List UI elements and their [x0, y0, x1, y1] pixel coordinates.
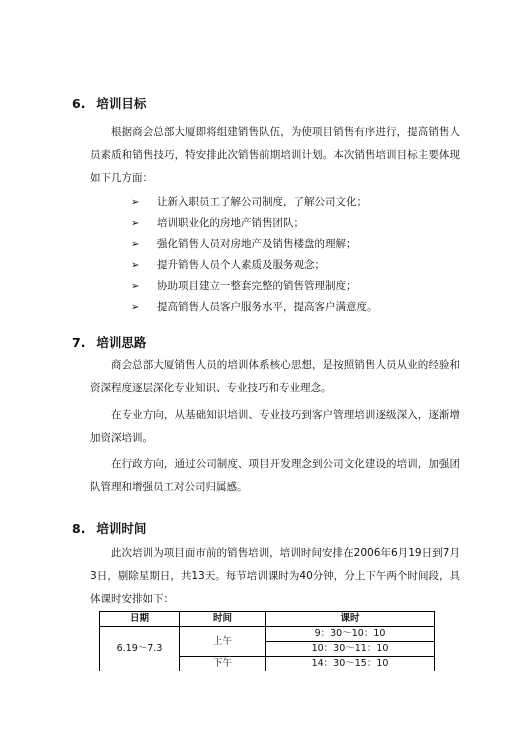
section-number: 7.: [72, 335, 86, 350]
table-row: [100, 627, 435, 642]
list-item: ➢ 提高销售人员客户服务水平，提高客户满意度。: [131, 297, 378, 318]
list-item: ➢ 培训职业化的房地产销售团队；: [131, 213, 378, 234]
section-6-heading: [72, 94, 146, 112]
column-header: 课时: [266, 612, 435, 627]
list-item: ➢ 协助项目建立一整套完整的销售管理制度；: [131, 276, 378, 297]
section-8-intro: 此次培训为项目面市前的销售培训，培训时间安排在2006年6月19日到7月3日，剔除星期日，共13天。每节培训课时为40分钟，分上下午两个时间段，具体课时安排如下：: [90, 547, 460, 605]
section-number: 6.: [72, 96, 86, 111]
table-header-row: [100, 612, 435, 627]
list-item: ➢ 让新入职员工了解公司制度，了解公司文化；: [131, 192, 378, 213]
section-8-heading: [72, 519, 146, 537]
section-title: 培训目标: [96, 96, 147, 111]
column-header: 日期: [100, 612, 180, 627]
time-slot-cell: 10：30～11：10: [266, 642, 435, 657]
section-title: 培训时间: [96, 521, 147, 536]
arrow-bullet-icon: ➢: [131, 281, 140, 292]
section-number: 8.: [72, 521, 86, 536]
section-7-paragraph: 商会总部大厦销售人员的培训体系核心思想，是按照销售人员从业的经验和资深程度逐层深化专业知识、专业技巧和专业理念。: [90, 359, 460, 394]
arrow-bullet-icon: ➢: [131, 197, 140, 208]
training-goals-list: [131, 192, 378, 318]
date-cell: 6.19～7.3: [100, 627, 180, 672]
schedule-table: [99, 611, 435, 671]
time-slot-cell: 14：30～15：10: [266, 657, 435, 672]
column-header: 时间: [180, 612, 266, 627]
list-item: ➢ 提升销售人员个人素质及服务观念；: [131, 255, 378, 276]
section-7-paragraph: 在专业方向，从基础知识培训、专业技巧到客户管理培训逐级深入，逐渐增加资深培训。: [90, 409, 460, 444]
period-cell: 下午: [180, 657, 266, 672]
arrow-bullet-icon: ➢: [131, 218, 140, 229]
section-6-intro: 根据商会总部大厦即将组建销售队伍，为使项目销售有序进行，提高销售人员素质和销售技巧，特安排此次销售前期培训计划。本次销售培训目标主要体现如下几方面：: [90, 126, 460, 184]
time-slot-cell: 9：30～10：10: [266, 627, 435, 642]
arrow-bullet-icon: ➢: [131, 302, 140, 313]
period-cell: 上午: [180, 627, 266, 657]
section-7-paragraph: 在行政方向，通过公司制度、项目开发理念到公司文化建设的培训，加强团队管理和增强员工对公司归属感。: [90, 458, 460, 493]
list-item: ➢ 强化销售人员对房地产及销售楼盘的理解；: [131, 234, 378, 255]
section-7-heading: [72, 333, 146, 351]
section-title: 培训思路: [96, 335, 147, 350]
arrow-bullet-icon: ➢: [131, 260, 140, 271]
arrow-bullet-icon: ➢: [131, 239, 140, 250]
